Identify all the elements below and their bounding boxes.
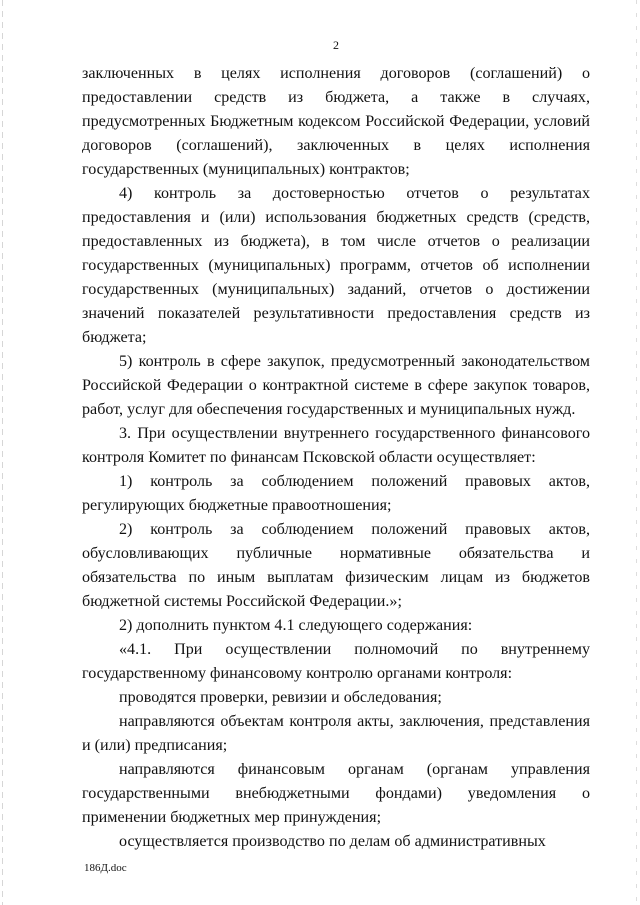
paragraph-item-4: 4) контроль за достоверностью отчетов о результатах предоставления и (или) использования бюджетных средств (средств, предоставленных из бюджета), в том числе отчетов о реализации государственных (муниципальных) программ, отчетов об исполнении государственных (муниципальных) заданий, отчетов о достижении значений показателей результативности предоставления средств из бюджета; xyxy=(82,185,590,346)
paragraph-point-4-1: «4.1. При осуществлении полномочий по внутреннему государственному финансовому контролю органами контроля: xyxy=(82,641,590,682)
page-number: 2 xyxy=(333,38,339,52)
paragraph-subitem-1: 1) контроль за соблюдением положений правовых актов, регулирующих бюджетные правоотношения; xyxy=(82,473,590,514)
paragraph-continuation: заключенных в целях исполнения договоров (соглашений) о предоставлении средств из бюджета, а также в случаях, предусмотренных Бюджетным кодексом Российской Федерации, условий договоров (соглашений), заключенных в целях исполнения государственных (муниципальных) контрактов; xyxy=(82,65,590,178)
paragraph-subitem-2: 2) контроль за соблюдением положений правовых актов, обусловливающих публичные нормативные обязательства и обязательства по иным выплатам физическим лицам из бюджетов бюджетной системы Российской Федерации.»; xyxy=(82,521,590,610)
paragraph-notifications-sent: направляются финансовым органам (органам управления государственными внебюджетными фондами) уведомления о применении бюджетных мер принуждения; xyxy=(82,761,590,826)
scan-edge-right xyxy=(636,0,637,905)
footer-filename: 186Д.doc xyxy=(84,862,127,874)
document-body xyxy=(82,62,590,854)
paragraph-point-3: 3. При осуществлении внутреннего государственного финансового контроля Комитет по финансам Псковской области осуществляет: xyxy=(82,425,590,466)
paragraph-proceedings: осуществляется производство по делам об административных xyxy=(119,833,546,850)
paragraph-item-5: 5) контроль в сфере закупок, предусмотренный законодательством Российской Федерации о контрактной системе в сфере закупок товаров, работ, услуг для обеспечения государственных и муниципальных нужд. xyxy=(82,353,590,418)
paragraph-acts-sent: направляются объектам контроля акты, заключения, представления и (или) предписания; xyxy=(82,713,590,754)
paragraph-amendment-2: 2) дополнить пунктом 4.1 следующего содержания: xyxy=(119,617,473,634)
scan-edge-left xyxy=(2,0,3,905)
paragraph-inspections: проводятся проверки, ревизии и обследования; xyxy=(119,689,442,706)
